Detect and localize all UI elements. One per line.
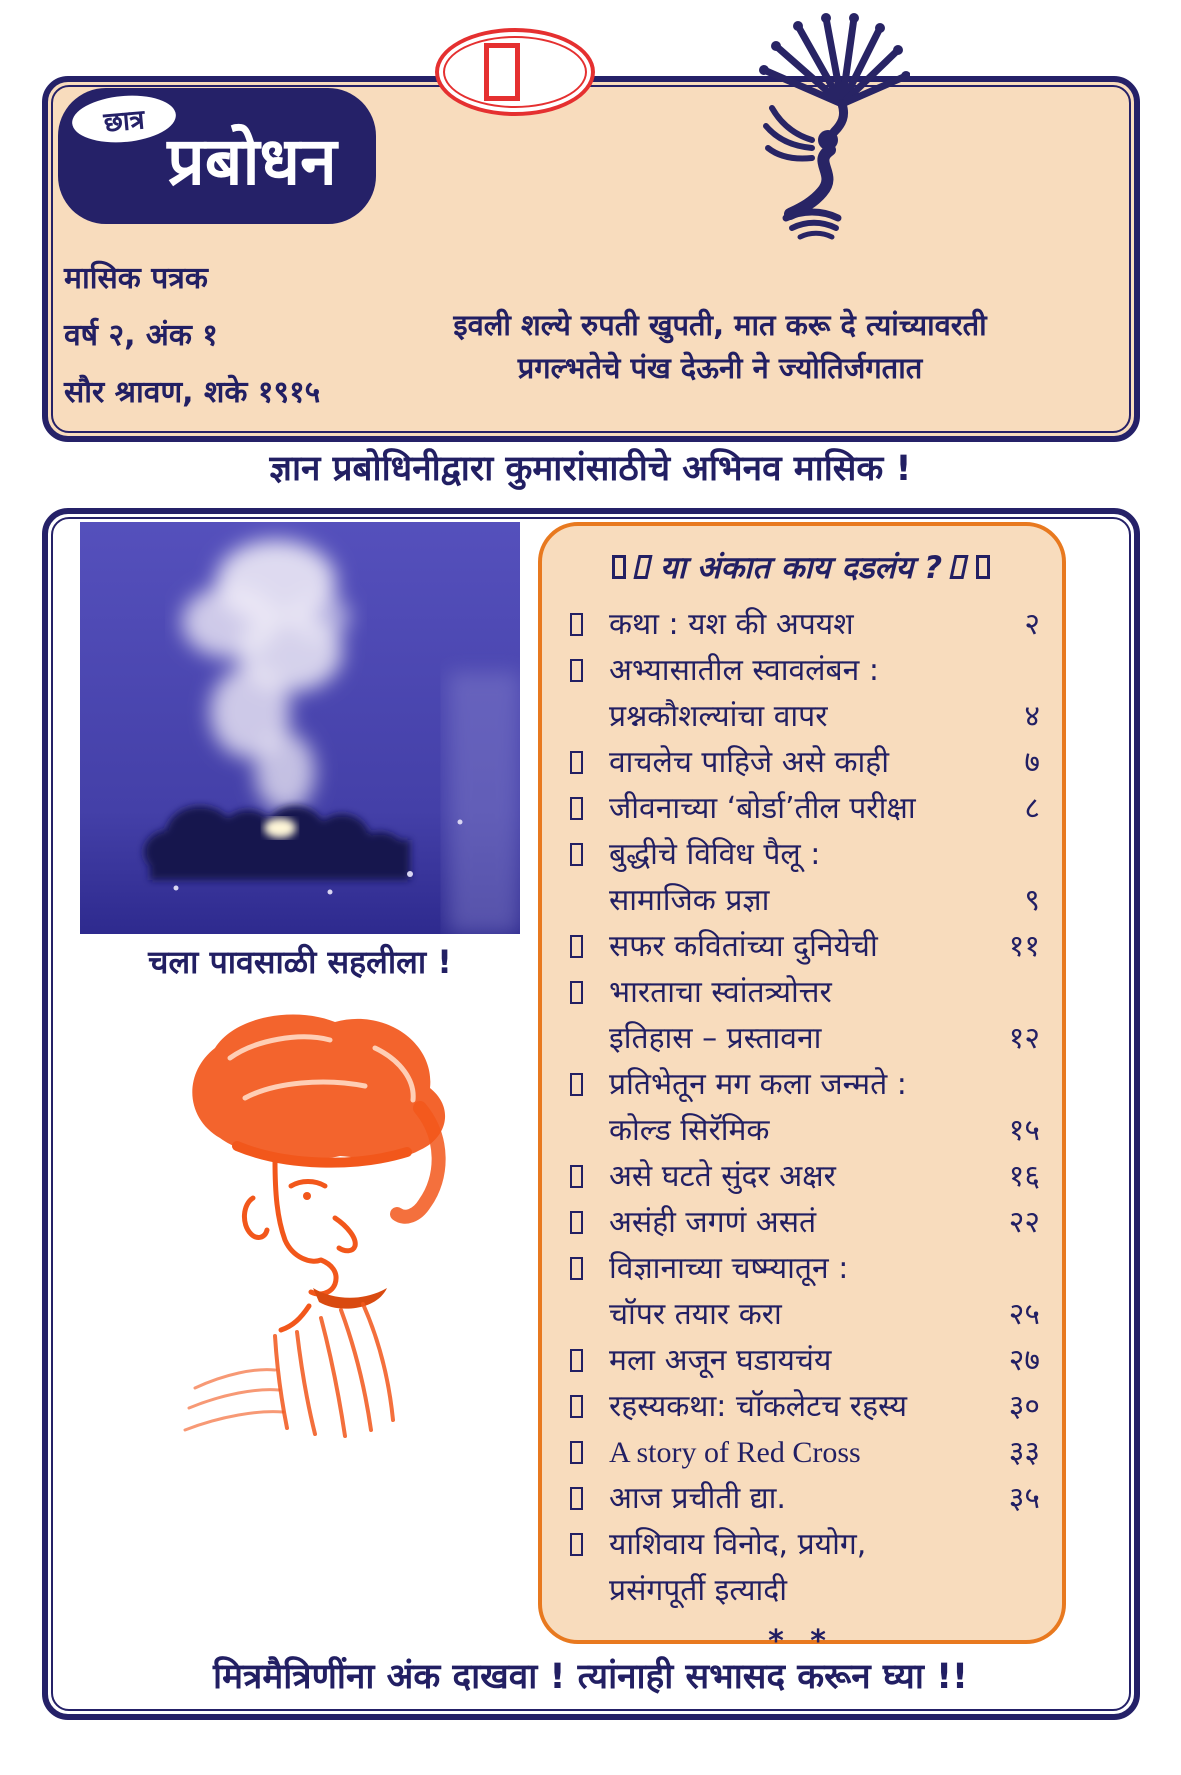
tofu-box-icon (976, 555, 990, 579)
issue-meta-line: सौर श्रावण, शके १९१५ (64, 375, 321, 410)
toc-item-page: २७ (1008, 1343, 1040, 1378)
toc-item-page: ३५ (1008, 1481, 1040, 1516)
toc-item-title: सफर कवितांच्या दुनियेची (609, 929, 878, 964)
toc-item (562, 1476, 1040, 1522)
bullet-tofu-icon (570, 1395, 583, 1418)
toc-title: या अंकात काय दडलंय ? (659, 550, 943, 586)
toc-item-page: ९ (1024, 883, 1040, 918)
toc-item-title: अभ्यासातील स्वावलंबन : प्रश्नकौशल्यांचा वापर (609, 653, 879, 734)
tofu-box-icon (950, 555, 969, 579)
toc-item-page: १५ (1008, 1113, 1040, 1148)
bonfire-photo (80, 522, 520, 934)
toc-item (562, 1246, 1040, 1338)
bullet-tofu-icon (570, 1441, 583, 1464)
tofu-box-icon (612, 555, 626, 579)
issue-meta (64, 250, 320, 421)
badge-chhatra-label: छात्र (70, 92, 178, 147)
turban-portrait-sketch (125, 988, 515, 1458)
toc-item-title: असंही जगणं असतं (609, 1205, 817, 1240)
bullet-tofu-icon (570, 1257, 583, 1280)
toc-item (562, 648, 1040, 740)
toc-item (562, 924, 1040, 970)
footer-call-to-action: मित्रमैत्रिणींना अंक दाखवा ! त्यांनाही सभासद करून घ्या !! (213, 1657, 968, 1697)
motto-couplet-line: प्रगल्भतेचे पंख देऊनी ने ज्योतिर्जगतात (517, 351, 923, 385)
toc-item-page: २५ (1008, 1297, 1040, 1332)
toc-item-title: आज प्रचीती द्या. (609, 1481, 786, 1516)
bullet-tofu-icon (570, 613, 583, 636)
toc-item-title: वाचलेच पाहिजे असे काही (609, 745, 889, 780)
toc-header (562, 546, 1040, 588)
toc-item-page: ११ (1008, 929, 1040, 964)
toc-item-page: २ (1024, 607, 1040, 642)
toc-item (562, 832, 1040, 924)
toc-item-title: A story of Red Cross (609, 1436, 861, 1469)
motto-couplet-line: इवली शल्ये रुपती खुपती, मात करू दे त्यांच्यावरती (453, 308, 987, 342)
toc-item (562, 1384, 1040, 1430)
toc-item (562, 1338, 1040, 1384)
toc-item-page: ३० (1008, 1389, 1040, 1424)
bullet-tofu-icon (570, 1165, 583, 1188)
toc-item (562, 786, 1040, 832)
magazine-title: प्रबोधन (167, 123, 337, 200)
bullet-tofu-icon (570, 1487, 583, 1510)
issue-meta-line: मासिक पत्रक (64, 261, 208, 296)
toc-item-page: १६ (1008, 1159, 1040, 1194)
toc-item-title: कथा : यश की अपयश (609, 607, 854, 642)
toc-item (562, 602, 1040, 648)
bullet-tofu-icon (570, 935, 583, 958)
prabodhini-logo-icon (742, 12, 910, 242)
toc-item-page (982, 1522, 1040, 1614)
bullet-tofu-icon (570, 659, 583, 682)
toc-item-title: असे घटते सुंदर अक्षर (609, 1159, 836, 1194)
photo-caption: चला पावसाळी सहलीला ! (148, 943, 452, 981)
tofu-box-icon (633, 555, 652, 579)
toc-item-title: मला अजून घडायचंय (609, 1343, 832, 1378)
toc-item-page: ८ (1024, 791, 1040, 826)
toc-list (562, 602, 1040, 1614)
bullet-tofu-icon (570, 981, 583, 1004)
issue-meta-line: वर्ष २, अंक १ (64, 318, 218, 353)
bullet-tofu-icon (570, 1073, 583, 1096)
toc-item (562, 1154, 1040, 1200)
toc-item (562, 1200, 1040, 1246)
bullet-tofu-icon (570, 751, 583, 774)
toc-item (562, 1522, 1040, 1614)
tagline: ज्ञान प्रबोधिनीद्वारा कुमारांसाठीचे अभिनव मासिक ! (269, 449, 912, 489)
toc-item (562, 740, 1040, 786)
toc-item-page: ७ (1024, 745, 1040, 780)
magazine-title-badge (58, 88, 376, 224)
price-stamp (435, 28, 595, 116)
toc-item (562, 970, 1040, 1062)
masthead-panel (42, 76, 1140, 442)
toc-item-title: विज्ञानाच्या चष्म्यातून : चॉपर तयार करा (609, 1251, 849, 1332)
stamp-tofu-icon (484, 43, 520, 101)
toc-item-title: बुद्धीचे विविध पैलू : सामाजिक प्रज्ञा (609, 837, 821, 918)
toc-item-page: १२ (1008, 1021, 1040, 1056)
bullet-tofu-icon (570, 1533, 583, 1556)
toc-item (562, 1430, 1040, 1476)
bullet-tofu-icon (570, 843, 583, 866)
toc-item-page: २२ (1008, 1205, 1040, 1240)
toc-item-page: ४ (1024, 699, 1040, 734)
toc-item (562, 1062, 1040, 1154)
toc-panel (538, 522, 1066, 1659)
bullet-tofu-icon (570, 797, 583, 820)
toc-item-page: ३३ (1008, 1435, 1040, 1470)
toc-end-mark: * * (768, 1624, 834, 1659)
bullet-tofu-icon (570, 1349, 583, 1372)
toc-item-title: रहस्यकथा: चॉकलेटच रहस्य (609, 1389, 908, 1424)
motto-couplet (400, 304, 1040, 390)
toc-item-title: जीवनाच्या ‘बोर्डा’तील परीक्षा (609, 791, 916, 826)
bullet-tofu-icon (570, 1211, 583, 1234)
toc-item-title: याशिवाय विनोद, प्रयोग, प्रसंगपूर्ती इत्यादी (609, 1527, 867, 1608)
toc-item-title: प्रतिभेतून मग कला जन्मते : कोल्ड सिरॅमिक (609, 1067, 907, 1148)
toc-item-title: भारताचा स्वांतत्र्योत्तर इतिहास – प्रस्तावना (609, 975, 832, 1056)
